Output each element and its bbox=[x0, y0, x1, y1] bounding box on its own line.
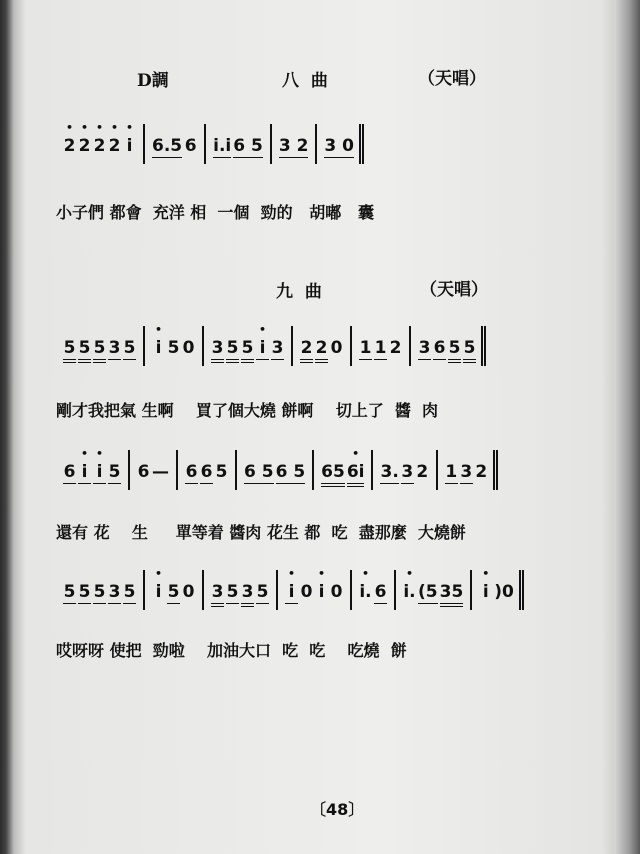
note: 2 bbox=[315, 326, 328, 364]
measure bbox=[472, 570, 524, 610]
measure bbox=[204, 570, 278, 610]
note: 6 bbox=[200, 450, 213, 488]
note: 6 bbox=[185, 450, 198, 488]
note: 35 bbox=[440, 570, 464, 608]
note: 5 bbox=[93, 326, 106, 364]
note: 6 bbox=[433, 326, 446, 364]
note: • 2 bbox=[63, 124, 76, 162]
measure bbox=[278, 570, 352, 610]
note: 3 bbox=[418, 326, 431, 364]
note: 5 bbox=[78, 570, 91, 608]
note: 6.5 bbox=[152, 124, 182, 162]
note: 0 bbox=[300, 582, 313, 602]
note: 5 bbox=[167, 570, 180, 608]
note: • i bbox=[256, 326, 269, 364]
note: 6 bbox=[184, 136, 197, 156]
measure bbox=[314, 450, 373, 490]
note: • i bbox=[315, 570, 328, 608]
note: 3 bbox=[108, 326, 121, 364]
measure bbox=[178, 450, 237, 490]
note: 65 bbox=[321, 450, 345, 488]
note: 0 bbox=[330, 582, 343, 602]
note: 5 bbox=[226, 326, 239, 364]
note: 0 bbox=[182, 338, 195, 358]
measure bbox=[293, 326, 352, 366]
note: 3 bbox=[108, 570, 121, 608]
note: 5 bbox=[226, 570, 239, 608]
note: • i. bbox=[359, 570, 372, 608]
note: 6 bbox=[137, 462, 150, 482]
note: 2 bbox=[300, 326, 313, 364]
note: 6 5 bbox=[233, 124, 263, 162]
note: 6 5 bbox=[244, 450, 274, 488]
note: • i. bbox=[403, 570, 416, 608]
measure bbox=[56, 570, 145, 610]
note: 5 bbox=[167, 338, 180, 358]
measure bbox=[411, 326, 486, 366]
note: 3 0 bbox=[324, 124, 354, 162]
note: • 6i bbox=[347, 450, 365, 488]
note: 0 bbox=[182, 582, 195, 602]
note: 5 bbox=[78, 326, 91, 364]
note: 5 bbox=[63, 570, 76, 608]
note: — bbox=[152, 462, 169, 482]
measure bbox=[130, 450, 178, 490]
measure bbox=[352, 326, 411, 366]
note: • i bbox=[152, 326, 165, 364]
note: 1 bbox=[445, 450, 458, 488]
note: )0 bbox=[494, 582, 514, 602]
note: 6 5 bbox=[276, 450, 306, 488]
note: 5 bbox=[123, 326, 136, 364]
measure bbox=[237, 450, 314, 490]
note: 6 bbox=[374, 570, 387, 608]
section-title-8: 八 曲 bbox=[282, 71, 328, 91]
score-row-3 bbox=[56, 450, 498, 494]
lyrics-row-1: 小子們 都會 充洋 相 一個 勁的 胡嘟 囊 bbox=[56, 203, 374, 222]
note: 6 bbox=[63, 450, 76, 488]
note: 1 bbox=[359, 326, 372, 364]
measure bbox=[272, 124, 318, 164]
note: 3. bbox=[380, 450, 398, 488]
measure bbox=[204, 326, 293, 366]
note: • 2 bbox=[108, 124, 121, 162]
measure bbox=[145, 570, 204, 610]
measure bbox=[56, 450, 130, 490]
measure bbox=[56, 326, 145, 366]
note: 0 bbox=[330, 338, 343, 358]
lyrics-row-4: 哎呀呀 使把 勁啦 加油大口 吃 吃 吃燒 餅 bbox=[56, 641, 407, 660]
note: • i bbox=[285, 570, 298, 608]
note: (5 bbox=[418, 570, 438, 608]
note: 5 bbox=[215, 462, 228, 482]
measure bbox=[396, 570, 472, 610]
lyrics-row-3: 還有 花 生 單等着 醬肉 花生 都 吃 盡那麼 大燒餅 bbox=[56, 523, 466, 542]
note: 2 bbox=[416, 462, 429, 482]
measure bbox=[373, 450, 437, 490]
measure bbox=[438, 450, 498, 490]
score-row-4 bbox=[56, 570, 524, 614]
score-row-2 bbox=[56, 326, 486, 370]
note: 1 bbox=[374, 326, 387, 364]
note: 5 bbox=[123, 570, 136, 608]
note: • 2 bbox=[93, 124, 106, 162]
note: 5 bbox=[256, 570, 269, 608]
note: • i bbox=[152, 570, 165, 608]
note: 3 bbox=[460, 450, 473, 488]
note: 3 bbox=[211, 326, 224, 364]
score-row-1 bbox=[56, 124, 364, 168]
note: 3 bbox=[211, 570, 224, 608]
book-spine bbox=[614, 0, 640, 854]
key-signature: D調 bbox=[137, 71, 169, 91]
note: 2 bbox=[389, 338, 402, 358]
note: 3 bbox=[241, 570, 254, 608]
measure bbox=[145, 326, 204, 366]
measure bbox=[317, 124, 364, 164]
measure bbox=[145, 124, 206, 164]
note: 5 bbox=[241, 326, 254, 364]
note: 5 bbox=[448, 326, 461, 364]
note: 2 bbox=[475, 462, 488, 482]
note: • i bbox=[479, 570, 492, 608]
page-number: 〔48〕 bbox=[310, 800, 365, 819]
section-note-9: （天唱） bbox=[420, 280, 488, 300]
note: 5 bbox=[463, 326, 476, 364]
note: 5 bbox=[63, 326, 76, 364]
section-note-8: （天唱） bbox=[418, 69, 486, 89]
note: 5 bbox=[108, 450, 121, 488]
note: 3 2 bbox=[279, 124, 309, 162]
note: 3 bbox=[271, 326, 284, 364]
note: • i bbox=[93, 450, 106, 488]
measure bbox=[56, 124, 145, 164]
note: 5 bbox=[93, 570, 106, 608]
note: • 2 bbox=[78, 124, 91, 162]
measure bbox=[352, 570, 396, 610]
measure bbox=[206, 124, 272, 164]
section-title-9: 九 曲 bbox=[276, 282, 322, 302]
note: i.i bbox=[213, 124, 231, 162]
lyrics-row-2: 剛才我把氣 生啊 買了個大燒 餅啊 切上了 醬 肉 bbox=[56, 401, 438, 420]
note: 3 bbox=[401, 450, 414, 488]
note: • i bbox=[78, 450, 91, 488]
note: • i bbox=[123, 124, 136, 162]
